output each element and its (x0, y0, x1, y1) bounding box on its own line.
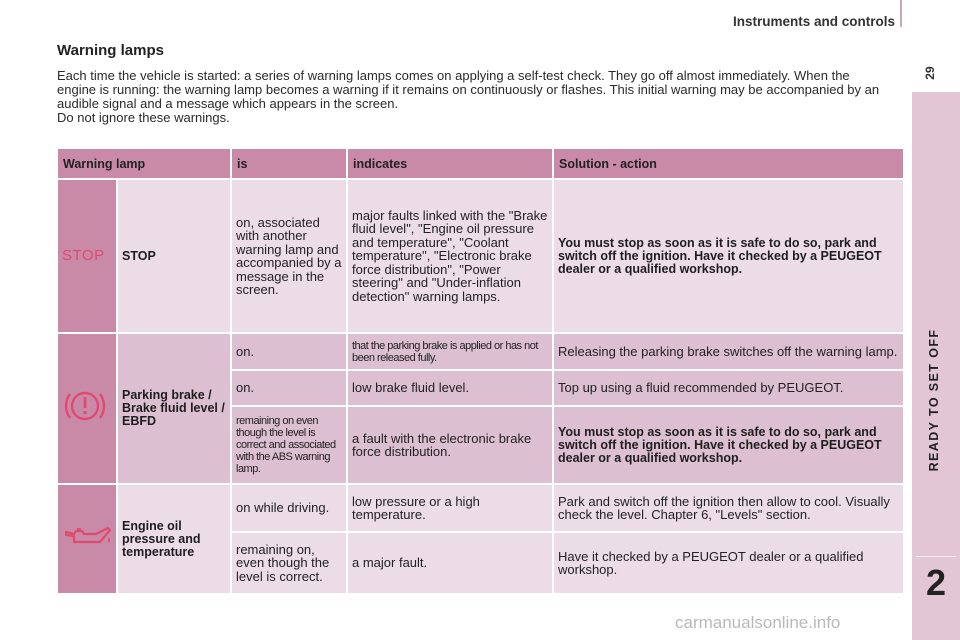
brake-warning-icon (62, 386, 108, 426)
section-title: Warning lamps (57, 42, 164, 59)
lamp-action: Top up using a fluid recommended by PEUGEOT. (553, 370, 904, 406)
lamp-is: remaining on, even though the level is correct. (231, 532, 347, 594)
lamp-is: on, associated with another warning lamp and accompanied by a message in the screen. (231, 179, 347, 333)
oil-can-icon (62, 524, 114, 550)
lamp-is: on. (231, 333, 347, 370)
header-warning-lamp: Warning lamp (57, 148, 231, 179)
lamp-indicates: a fault with the electronic brake force distribution. (347, 406, 553, 484)
chapter-number: 2 (925, 562, 947, 603)
header-title: Instruments and controls (732, 14, 895, 29)
lamp-indicates: low brake fluid level. (347, 370, 553, 406)
lamp-indicates: that the parking brake is applied or has not been released fully. (347, 333, 553, 370)
sidetab-label: READY TO SET OFF (927, 328, 941, 472)
lamp-is: on. (231, 370, 347, 406)
watermark: carmanualsonline.info (675, 613, 841, 632)
lamp-action: You must stop as soon as it is safe to do so, park and switch off the ignition. Have it checked by a PEUGEOT dealer or a qualified workshop. (553, 179, 904, 333)
lamp-name: Parking brake / Brake fluid level / EBFD (117, 333, 231, 484)
header-solution: Solution - action (553, 148, 904, 179)
lamp-indicates: low pressure or a high temperature. (347, 484, 553, 532)
table-row-oil-1 (57, 484, 904, 532)
header-indicates: indicates (347, 148, 553, 179)
oil-icon-cell (57, 484, 117, 594)
stop-icon-cell (57, 179, 117, 333)
lamp-is: on while driving. (231, 484, 347, 532)
lamp-is: remaining on even though the level is correct and associated with the ABS warning lamp. (231, 406, 347, 484)
lamp-name: Engine oil pressure and temperature (117, 484, 231, 594)
intro-paragraph: Each time the vehicle is started: a series of warning lamps comes on applying a self-test check. They go off almost immediately. When the engine is running: the warning lamp becomes a warning if it remains on continuously or flashes. This initial warning may be accompanied by an audible signal and a message which appears in the screen. (57, 68, 880, 111)
lamp-name: STOP (117, 179, 231, 333)
lamp-indicates: a major fault. (347, 532, 553, 594)
page-number: 29 (923, 66, 937, 80)
stop-icon: STOP (62, 247, 105, 264)
header-is: is (231, 148, 347, 179)
header-divider (900, 0, 902, 27)
lamp-indicates: major faults linked with the "Brake fluid level", "Engine oil pressure and temperature", "Coolant temperature", "Electronic brake force distribution", "Power steering" and "Under-inflation detection" warning lamps. (347, 179, 553, 333)
lamp-action: You must stop as soon as it is safe to do so, park and switch off the ignition. Have it checked by a PEUGEOT dealer or a qualified workshop. (553, 406, 904, 484)
sidetab-divider (916, 556, 956, 557)
warning-lamps-table (56, 147, 905, 595)
lamp-action: Releasing the parking brake switches off the warning lamp. (553, 333, 904, 370)
intro-warning: Do not ignore these warnings. (57, 110, 230, 125)
table-row-stop (57, 179, 904, 333)
lamp-action: Park and switch off the ignition then allow to cool. Visually check the level. Chapter 6, "Levels" section. (553, 484, 904, 532)
table-row-parking-1 (57, 333, 904, 370)
table-header-row (57, 148, 904, 179)
lamp-action: Have it checked by a PEUGEOT dealer or a qualified workshop. (553, 532, 904, 594)
brake-icon-cell (57, 333, 117, 484)
